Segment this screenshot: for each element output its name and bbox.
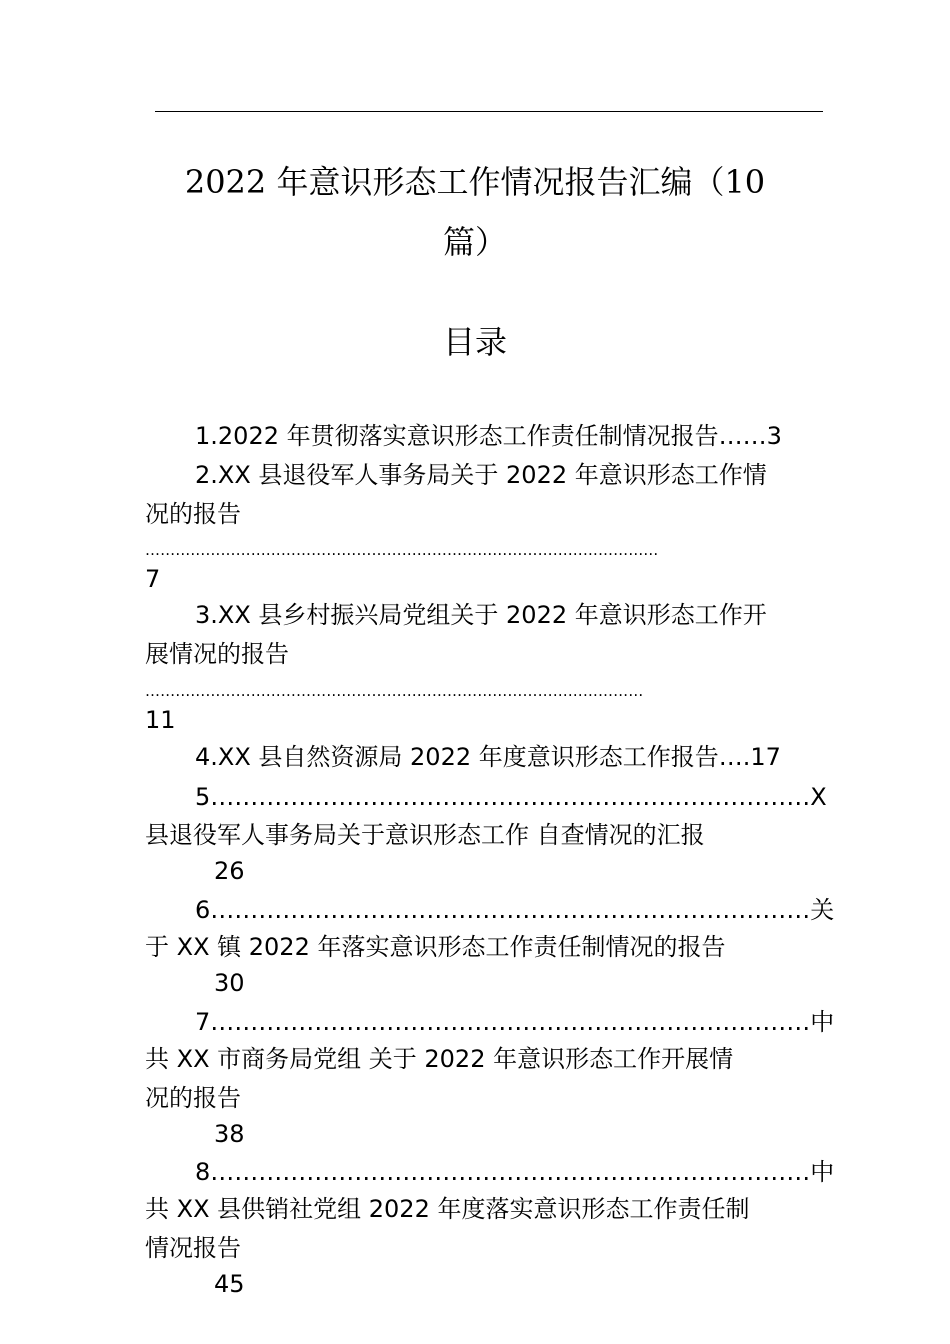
toc-entry-2-leader: ………………………………………………………………………………………… [145,541,659,559]
toc-entry-5-line1[interactable]: 5…………………………………………………………………X [195,783,827,811]
toc-entry-3-page[interactable]: 11 [145,706,176,734]
toc-entry-8-line1[interactable]: 8…………………………………………………………………中 [195,1158,835,1186]
toc-entry-8-page[interactable]: 45 [214,1270,245,1298]
toc-entry-2-line1[interactable]: 2.XX 县退役军人事务局关于 2022 年意识形态工作情 [195,461,767,489]
toc-entry-2-page[interactable]: 7 [145,565,161,593]
document-title-line1: 2022 年意识形态工作情况报告汇编（10 [184,163,766,201]
toc-entry-7-line2[interactable]: 共 XX 市商务局党组 关于 2022 年意识形态工作开展情 [145,1045,734,1073]
toc-entry-6-line2[interactable]: 于 XX 镇 2022 年落实意识形态工作责任制情况的报告 [145,933,726,961]
toc-entry-3-line1[interactable]: 3.XX 县乡村振兴局党组关于 2022 年意识形态工作开 [195,601,767,629]
toc-entry-5-line2[interactable]: 县退役军人事务局关于意识形态工作 自查情况的汇报 [145,821,705,849]
toc-entry-3-leader: ……………………………………………………………………………………… [145,682,644,700]
toc-entry-3-line2[interactable]: 展情况的报告 [145,640,289,668]
toc-entry-7-line3[interactable]: 况的报告 [145,1084,241,1112]
toc-entry-7-page[interactable]: 38 [214,1120,245,1148]
toc-entry-6-line1[interactable]: 6…………………………………………………………………关 [195,896,835,924]
toc-heading: 目录 [442,323,507,361]
toc-entry-4[interactable]: 4.XX 县自然资源局 2022 年度意识形态工作报告….17 [195,743,781,771]
toc-entry-7-line1[interactable]: 7…………………………………………………………………中 [195,1008,835,1036]
toc-entry-5-page[interactable]: 26 [214,857,245,885]
document-title-line2: 篇） [442,223,507,261]
toc-entry-8-line2[interactable]: 共 XX 县供销社党组 2022 年度落实意识形态工作责任制 [145,1195,750,1223]
header-rule [155,111,823,112]
toc-entry-2-line2[interactable]: 况的报告 [145,500,241,528]
toc-entry-1[interactable]: 1.2022 年贯彻落实意识形态工作责任制情况报告……3 [195,422,782,450]
toc-entry-8-line3[interactable]: 情况报告 [145,1234,241,1262]
toc-entry-6-page[interactable]: 30 [214,969,245,997]
